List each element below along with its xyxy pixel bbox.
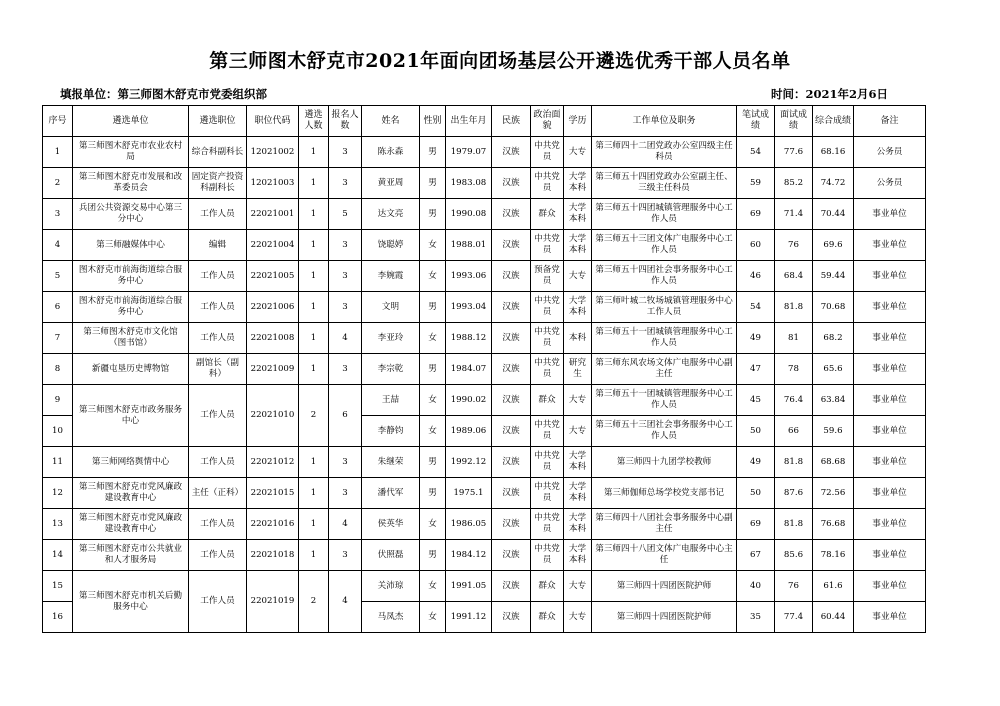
table-cell: 2 xyxy=(299,571,329,633)
table-cell: 第三师网络舆情中心 xyxy=(73,447,189,478)
table-row xyxy=(43,323,926,354)
header-cell: 序号 xyxy=(43,106,73,137)
table-cell: 1 xyxy=(299,540,329,571)
table-cell: 68.16 xyxy=(813,137,854,168)
table-cell: 3 xyxy=(43,199,73,230)
roster-body xyxy=(43,137,926,633)
table-cell: 1992.12 xyxy=(446,447,492,478)
table-row xyxy=(43,168,926,199)
table-cell: 76 xyxy=(775,571,813,602)
table-cell: 1 xyxy=(299,323,329,354)
table-cell: 男 xyxy=(420,168,446,199)
table-cell: 54 xyxy=(737,137,775,168)
table-cell: 主任（正科） xyxy=(189,478,247,509)
table-cell: 关沛琼 xyxy=(362,571,420,602)
table-cell: 大学本科 xyxy=(564,478,592,509)
table-cell: 66 xyxy=(775,416,813,447)
table-cell: 第三师四十八团社会事务服务中心副主任 xyxy=(592,509,737,540)
table-cell: 76.68 xyxy=(813,509,854,540)
table-cell: 汉族 xyxy=(492,571,531,602)
table-cell: 87.6 xyxy=(775,478,813,509)
table-cell: 7 xyxy=(43,323,73,354)
table-cell: 13 xyxy=(43,509,73,540)
table-row xyxy=(43,230,926,261)
table-cell: 6 xyxy=(329,385,362,447)
table-cell: 16 xyxy=(43,602,73,633)
table-cell: 汉族 xyxy=(492,354,531,385)
table-cell: 工作人员 xyxy=(189,509,247,540)
table-cell: 3 xyxy=(329,137,362,168)
table-cell: 35 xyxy=(737,602,775,633)
table-cell: 4 xyxy=(329,509,362,540)
table-cell: 1990.08 xyxy=(446,199,492,230)
table-cell: 工作人员 xyxy=(189,571,247,633)
table-row xyxy=(43,354,926,385)
table-cell: 49 xyxy=(737,447,775,478)
table-cell: 1 xyxy=(299,230,329,261)
table-cell: 工作人员 xyxy=(189,323,247,354)
header-cell: 笔试成绩 xyxy=(737,106,775,137)
table-cell: 女 xyxy=(420,509,446,540)
table-cell: 1986.05 xyxy=(446,509,492,540)
table-cell: 81 xyxy=(775,323,813,354)
table-cell: 76 xyxy=(775,230,813,261)
table-cell: 1 xyxy=(299,261,329,292)
table-cell: 女 xyxy=(420,571,446,602)
table-cell: 编辑 xyxy=(189,230,247,261)
table-cell: 1990.02 xyxy=(446,385,492,416)
table-cell: 文明 xyxy=(362,292,420,323)
table-cell: 10 xyxy=(43,416,73,447)
table-cell: 71.4 xyxy=(775,199,813,230)
table-cell: 第三师图木舒克市发展和改革委员会 xyxy=(73,168,189,199)
table-cell: 12021003 xyxy=(247,168,299,199)
table-cell: 61.6 xyxy=(813,571,854,602)
table-cell: 大专 xyxy=(564,385,592,416)
table-row xyxy=(43,571,926,602)
table-cell: 69 xyxy=(737,199,775,230)
table-cell: 70.68 xyxy=(813,292,854,323)
table-cell: 第三师图木舒克市机关后勤服务中心 xyxy=(73,571,189,633)
table-cell: 事业单位 xyxy=(854,261,926,292)
table-row xyxy=(43,478,926,509)
table-cell: 第三师五十三团社会事务服务中心工作人员 xyxy=(592,416,737,447)
table-cell: 第三师四十八团文体广电服务中心主任 xyxy=(592,540,737,571)
table-cell: 事业单位 xyxy=(854,354,926,385)
table-cell: 59.44 xyxy=(813,261,854,292)
table-cell: 固定资产投资科副科长 xyxy=(189,168,247,199)
table-cell: 综合科副科长 xyxy=(189,137,247,168)
header-cell: 工作单位及职务 xyxy=(592,106,737,137)
table-cell: 工作人员 xyxy=(189,385,247,447)
table-cell: 12021002 xyxy=(247,137,299,168)
table-cell: 预备党员 xyxy=(531,261,564,292)
table-cell: 大学本科 xyxy=(564,292,592,323)
table-cell: 图木舒克市前海街道综合服务中心 xyxy=(73,292,189,323)
table-cell: 4 xyxy=(43,230,73,261)
table-cell: 第三师五十四团党政办公室副主任、三级主任科员 xyxy=(592,168,737,199)
header-cell: 面试成绩 xyxy=(775,106,813,137)
table-cell: 1984.07 xyxy=(446,354,492,385)
table-cell: 新疆屯垦历史博物馆 xyxy=(73,354,189,385)
table-cell: 59 xyxy=(737,168,775,199)
table-cell: 76.4 xyxy=(775,385,813,416)
table-cell: 第三师五十一团城镇管理服务中心工作人员 xyxy=(592,385,737,416)
table-cell: 第三师五十四团城镇管理服务中心工作人员 xyxy=(592,199,737,230)
table-cell: 陈永森 xyxy=(362,137,420,168)
table-cell: 1991.05 xyxy=(446,571,492,602)
table-cell: 50 xyxy=(737,416,775,447)
table-cell: 第三师图木舒克市农业农村局 xyxy=(73,137,189,168)
table-cell: 1984.12 xyxy=(446,540,492,571)
table-cell: 72.56 xyxy=(813,478,854,509)
table-cell: 女 xyxy=(420,385,446,416)
table-cell: 图木舒克市前海街道综合服务中心 xyxy=(73,261,189,292)
table-cell: 事业单位 xyxy=(854,447,926,478)
table-cell: 22021005 xyxy=(247,261,299,292)
table-cell: 第三师四十四团医院护师 xyxy=(592,602,737,633)
table-cell: 22021012 xyxy=(247,447,299,478)
table-cell: 第三师五十一团城镇管理服务中心工作人员 xyxy=(592,323,737,354)
table-row xyxy=(43,540,926,571)
table-cell: 40 xyxy=(737,571,775,602)
table-cell: 1 xyxy=(299,354,329,385)
table-cell: 第三师图木舒克市公共就业和人才服务局 xyxy=(73,540,189,571)
table-cell: 女 xyxy=(420,323,446,354)
table-cell: 85.6 xyxy=(775,540,813,571)
table-cell: 59.6 xyxy=(813,416,854,447)
table-cell: 达文亮 xyxy=(362,199,420,230)
table-cell: 群众 xyxy=(531,199,564,230)
table-cell: 22021006 xyxy=(247,292,299,323)
table-cell: 15 xyxy=(43,571,73,602)
table-cell: 3 xyxy=(329,168,362,199)
table-cell: 工作人员 xyxy=(189,447,247,478)
table-cell: 中共党员 xyxy=(531,416,564,447)
table-cell: 汉族 xyxy=(492,230,531,261)
table-cell: 3 xyxy=(329,261,362,292)
table-cell: 汉族 xyxy=(492,385,531,416)
table-cell: 事业单位 xyxy=(854,416,926,447)
table-cell: 第三师融媒体中心 xyxy=(73,230,189,261)
table-cell: 马凤杰 xyxy=(362,602,420,633)
table-cell: 汉族 xyxy=(492,478,531,509)
table-cell: 77.6 xyxy=(775,137,813,168)
table-cell: 68.68 xyxy=(813,447,854,478)
table-cell: 中共党员 xyxy=(531,447,564,478)
table-cell: 1 xyxy=(299,447,329,478)
table-cell: 第三师东风农场文体广电服务中心副主任 xyxy=(592,354,737,385)
table-cell: 1991.12 xyxy=(446,602,492,633)
table-cell: 大专 xyxy=(564,261,592,292)
header-cell: 民族 xyxy=(492,106,531,137)
table-cell: 男 xyxy=(420,137,446,168)
table-cell: 67 xyxy=(737,540,775,571)
table-cell: 63.84 xyxy=(813,385,854,416)
table-cell: 81.8 xyxy=(775,447,813,478)
table-cell: 1979.07 xyxy=(446,137,492,168)
table-row xyxy=(43,447,926,478)
header-cell: 姓名 xyxy=(362,106,420,137)
header-cell: 报名人数 xyxy=(329,106,362,137)
table-cell: 李亚玲 xyxy=(362,323,420,354)
table-cell: 汉族 xyxy=(492,199,531,230)
table-cell: 50 xyxy=(737,478,775,509)
table-cell: 大学本科 xyxy=(564,447,592,478)
table-cell: 中共党员 xyxy=(531,354,564,385)
table-cell: 第三师图木舒克市文化馆（图书馆） xyxy=(73,323,189,354)
table-cell: 中共党员 xyxy=(531,230,564,261)
table-cell: 朱继荣 xyxy=(362,447,420,478)
table-cell: 汉族 xyxy=(492,416,531,447)
table-row xyxy=(43,385,926,416)
table-cell: 公务员 xyxy=(854,137,926,168)
table-cell: 大专 xyxy=(564,137,592,168)
table-cell: 事业单位 xyxy=(854,509,926,540)
table-cell: 4 xyxy=(329,571,362,633)
table-cell: 第三师图木舒克市党风廉政建设教育中心 xyxy=(73,478,189,509)
table-cell: 汉族 xyxy=(492,168,531,199)
table-cell: 研究生 xyxy=(564,354,592,385)
table-cell: 1 xyxy=(43,137,73,168)
table-cell: 1 xyxy=(299,137,329,168)
table-cell: 第三师图木舒克市党风廉政建设教育中心 xyxy=(73,509,189,540)
table-cell: 女 xyxy=(420,230,446,261)
header-cell: 政治面貌 xyxy=(531,106,564,137)
table-cell: 22021010 xyxy=(247,385,299,447)
table-cell: 1 xyxy=(299,168,329,199)
header-cell: 职位代码 xyxy=(247,106,299,137)
table-cell: 事业单位 xyxy=(854,199,926,230)
table-cell: 大学本科 xyxy=(564,168,592,199)
table-cell: 9 xyxy=(43,385,73,416)
table-cell: 3 xyxy=(329,292,362,323)
table-cell: 22021018 xyxy=(247,540,299,571)
table-cell: 22021004 xyxy=(247,230,299,261)
table-cell: 大专 xyxy=(564,416,592,447)
table-cell: 事业单位 xyxy=(854,571,926,602)
table-cell: 汉族 xyxy=(492,447,531,478)
table-cell: 群众 xyxy=(531,602,564,633)
table-cell: 李静钧 xyxy=(362,416,420,447)
table-cell: 男 xyxy=(420,447,446,478)
table-cell: 5 xyxy=(329,199,362,230)
table-cell: 女 xyxy=(420,416,446,447)
table-cell: 4 xyxy=(329,323,362,354)
table-cell: 2 xyxy=(43,168,73,199)
table-cell: 74.72 xyxy=(813,168,854,199)
table-cell: 伏照磊 xyxy=(362,540,420,571)
table-cell: 男 xyxy=(420,354,446,385)
table-cell: 3 xyxy=(329,354,362,385)
table-cell: 54 xyxy=(737,292,775,323)
table-cell: 第三师叶城二牧场城镇管理服务中心工作人员 xyxy=(592,292,737,323)
table-cell: 1 xyxy=(299,292,329,323)
table-cell: 汉族 xyxy=(492,323,531,354)
table-cell: 男 xyxy=(420,478,446,509)
table-cell: 68.4 xyxy=(775,261,813,292)
table-cell: 69 xyxy=(737,509,775,540)
table-cell: 77.4 xyxy=(775,602,813,633)
table-cell: 男 xyxy=(420,292,446,323)
table-cell: 22021016 xyxy=(247,509,299,540)
table-cell: 群众 xyxy=(531,385,564,416)
table-cell: 事业单位 xyxy=(854,385,926,416)
table-cell: 事业单位 xyxy=(854,323,926,354)
table-cell: 事业单位 xyxy=(854,230,926,261)
table-cell: 1988.01 xyxy=(446,230,492,261)
table-cell: 女 xyxy=(420,602,446,633)
table-cell: 大专 xyxy=(564,602,592,633)
table-cell: 工作人员 xyxy=(189,199,247,230)
table-cell: 12 xyxy=(43,478,73,509)
table-cell: 汉族 xyxy=(492,292,531,323)
header-cell: 遴选职位 xyxy=(189,106,247,137)
table-cell: 第三师四十二团党政办公室四级主任科员 xyxy=(592,137,737,168)
table-cell: 11 xyxy=(43,447,73,478)
table-cell: 2 xyxy=(299,385,329,447)
table-row xyxy=(43,199,926,230)
table-cell: 第三师伽师总场学校党支部书记 xyxy=(592,478,737,509)
table-cell: 汉族 xyxy=(492,509,531,540)
roster-table xyxy=(42,105,926,633)
table-cell: 60.44 xyxy=(813,602,854,633)
table-cell: 1993.04 xyxy=(446,292,492,323)
table-row xyxy=(43,509,926,540)
table-cell: 1988.12 xyxy=(446,323,492,354)
table-cell: 中共党员 xyxy=(531,292,564,323)
table-cell: 第三师图木舒克市政务服务中心 xyxy=(73,385,189,447)
table-cell: 中共党员 xyxy=(531,478,564,509)
table-cell: 李宗乾 xyxy=(362,354,420,385)
table-cell: 60 xyxy=(737,230,775,261)
table-cell: 男 xyxy=(420,540,446,571)
table-row xyxy=(43,137,926,168)
header-cell: 性别 xyxy=(420,106,446,137)
table-cell: 8 xyxy=(43,354,73,385)
table-cell: 中共党员 xyxy=(531,137,564,168)
table-cell: 22021008 xyxy=(247,323,299,354)
table-cell: 事业单位 xyxy=(854,478,926,509)
table-cell: 公务员 xyxy=(854,168,926,199)
table-cell: 69.6 xyxy=(813,230,854,261)
table-cell: 78 xyxy=(775,354,813,385)
table-row xyxy=(43,261,926,292)
table-cell: 第三师四十四团医院护师 xyxy=(592,571,737,602)
table-cell: 大学本科 xyxy=(564,230,592,261)
table-cell: 汉族 xyxy=(492,540,531,571)
table-cell: 黄亚周 xyxy=(362,168,420,199)
table-cell: 5 xyxy=(43,261,73,292)
page-title: 第三师图木舒克市2021年面向团场基层公开遴选优秀干部人员名单 xyxy=(209,50,791,72)
reporting-unit: 填报单位：第三师图木舒克市党委组织部 xyxy=(60,87,267,101)
table-cell: 1 xyxy=(299,478,329,509)
table-cell: 大学本科 xyxy=(564,199,592,230)
table-cell: 群众 xyxy=(531,571,564,602)
table-cell: 3 xyxy=(329,478,362,509)
table-cell: 男 xyxy=(420,199,446,230)
table-cell: 49 xyxy=(737,323,775,354)
table-cell: 1993.06 xyxy=(446,261,492,292)
table-cell: 70.44 xyxy=(813,199,854,230)
table-cell: 22021019 xyxy=(247,571,299,633)
header-row xyxy=(43,106,926,137)
table-cell: 事业单位 xyxy=(854,540,926,571)
table-cell: 81.8 xyxy=(775,509,813,540)
table-cell: 第三师五十三团文体广电服务中心工作人员 xyxy=(592,230,737,261)
header-cell: 遴选人数 xyxy=(299,106,329,137)
table-cell: 1 xyxy=(299,199,329,230)
table-cell: 汉族 xyxy=(492,602,531,633)
report-date: 时间：2021年2月6日 xyxy=(770,87,888,101)
table-cell: 李婉霞 xyxy=(362,261,420,292)
table-cell: 工作人员 xyxy=(189,540,247,571)
table-cell: 事业单位 xyxy=(854,602,926,633)
table-cell: 14 xyxy=(43,540,73,571)
table-cell: 3 xyxy=(329,230,362,261)
table-cell: 第三师五十四团社会事务服务中心工作人员 xyxy=(592,261,737,292)
table-cell: 大学本科 xyxy=(564,509,592,540)
table-cell: 中共党员 xyxy=(531,540,564,571)
table-cell: 王喆 xyxy=(362,385,420,416)
header-cell: 遴选单位 xyxy=(73,106,189,137)
table-cell: 81.8 xyxy=(775,292,813,323)
header-cell: 综合成绩 xyxy=(813,106,854,137)
table-cell: 1975.1 xyxy=(446,478,492,509)
table-cell: 中共党员 xyxy=(531,323,564,354)
table-cell: 1989.06 xyxy=(446,416,492,447)
table-cell: 47 xyxy=(737,354,775,385)
table-cell: 3 xyxy=(329,540,362,571)
table-cell: 潘代军 xyxy=(362,478,420,509)
header-cell: 出生年月 xyxy=(446,106,492,137)
table-cell: 22021001 xyxy=(247,199,299,230)
table-cell: 中共党员 xyxy=(531,168,564,199)
table-cell: 中共党员 xyxy=(531,509,564,540)
table-cell: 饶聪婷 xyxy=(362,230,420,261)
table-cell: 工作人员 xyxy=(189,292,247,323)
table-cell: 女 xyxy=(420,261,446,292)
table-cell: 工作人员 xyxy=(189,261,247,292)
table-cell: 78.16 xyxy=(813,540,854,571)
table-cell: 22021009 xyxy=(247,354,299,385)
table-cell: 第三师四十九团学校教师 xyxy=(592,447,737,478)
table-cell: 6 xyxy=(43,292,73,323)
table-cell: 汉族 xyxy=(492,261,531,292)
table-cell: 3 xyxy=(329,447,362,478)
table-cell: 事业单位 xyxy=(854,292,926,323)
table-cell: 大专 xyxy=(564,571,592,602)
table-cell: 本科 xyxy=(564,323,592,354)
table-cell: 85.2 xyxy=(775,168,813,199)
table-cell: 68.2 xyxy=(813,323,854,354)
table-cell: 大学本科 xyxy=(564,540,592,571)
table-cell: 65.6 xyxy=(813,354,854,385)
table-row xyxy=(43,292,926,323)
header-cell: 备注 xyxy=(854,106,926,137)
table-cell: 汉族 xyxy=(492,137,531,168)
table-cell: 22021015 xyxy=(247,478,299,509)
table-cell: 46 xyxy=(737,261,775,292)
table-cell: 1983.08 xyxy=(446,168,492,199)
table-cell: 兵团公共资源交易中心第三分中心 xyxy=(73,199,189,230)
table-cell: 1 xyxy=(299,509,329,540)
table-cell: 侯英华 xyxy=(362,509,420,540)
table-cell: 45 xyxy=(737,385,775,416)
table-cell: 副馆长（副科） xyxy=(189,354,247,385)
header-cell: 学历 xyxy=(564,106,592,137)
